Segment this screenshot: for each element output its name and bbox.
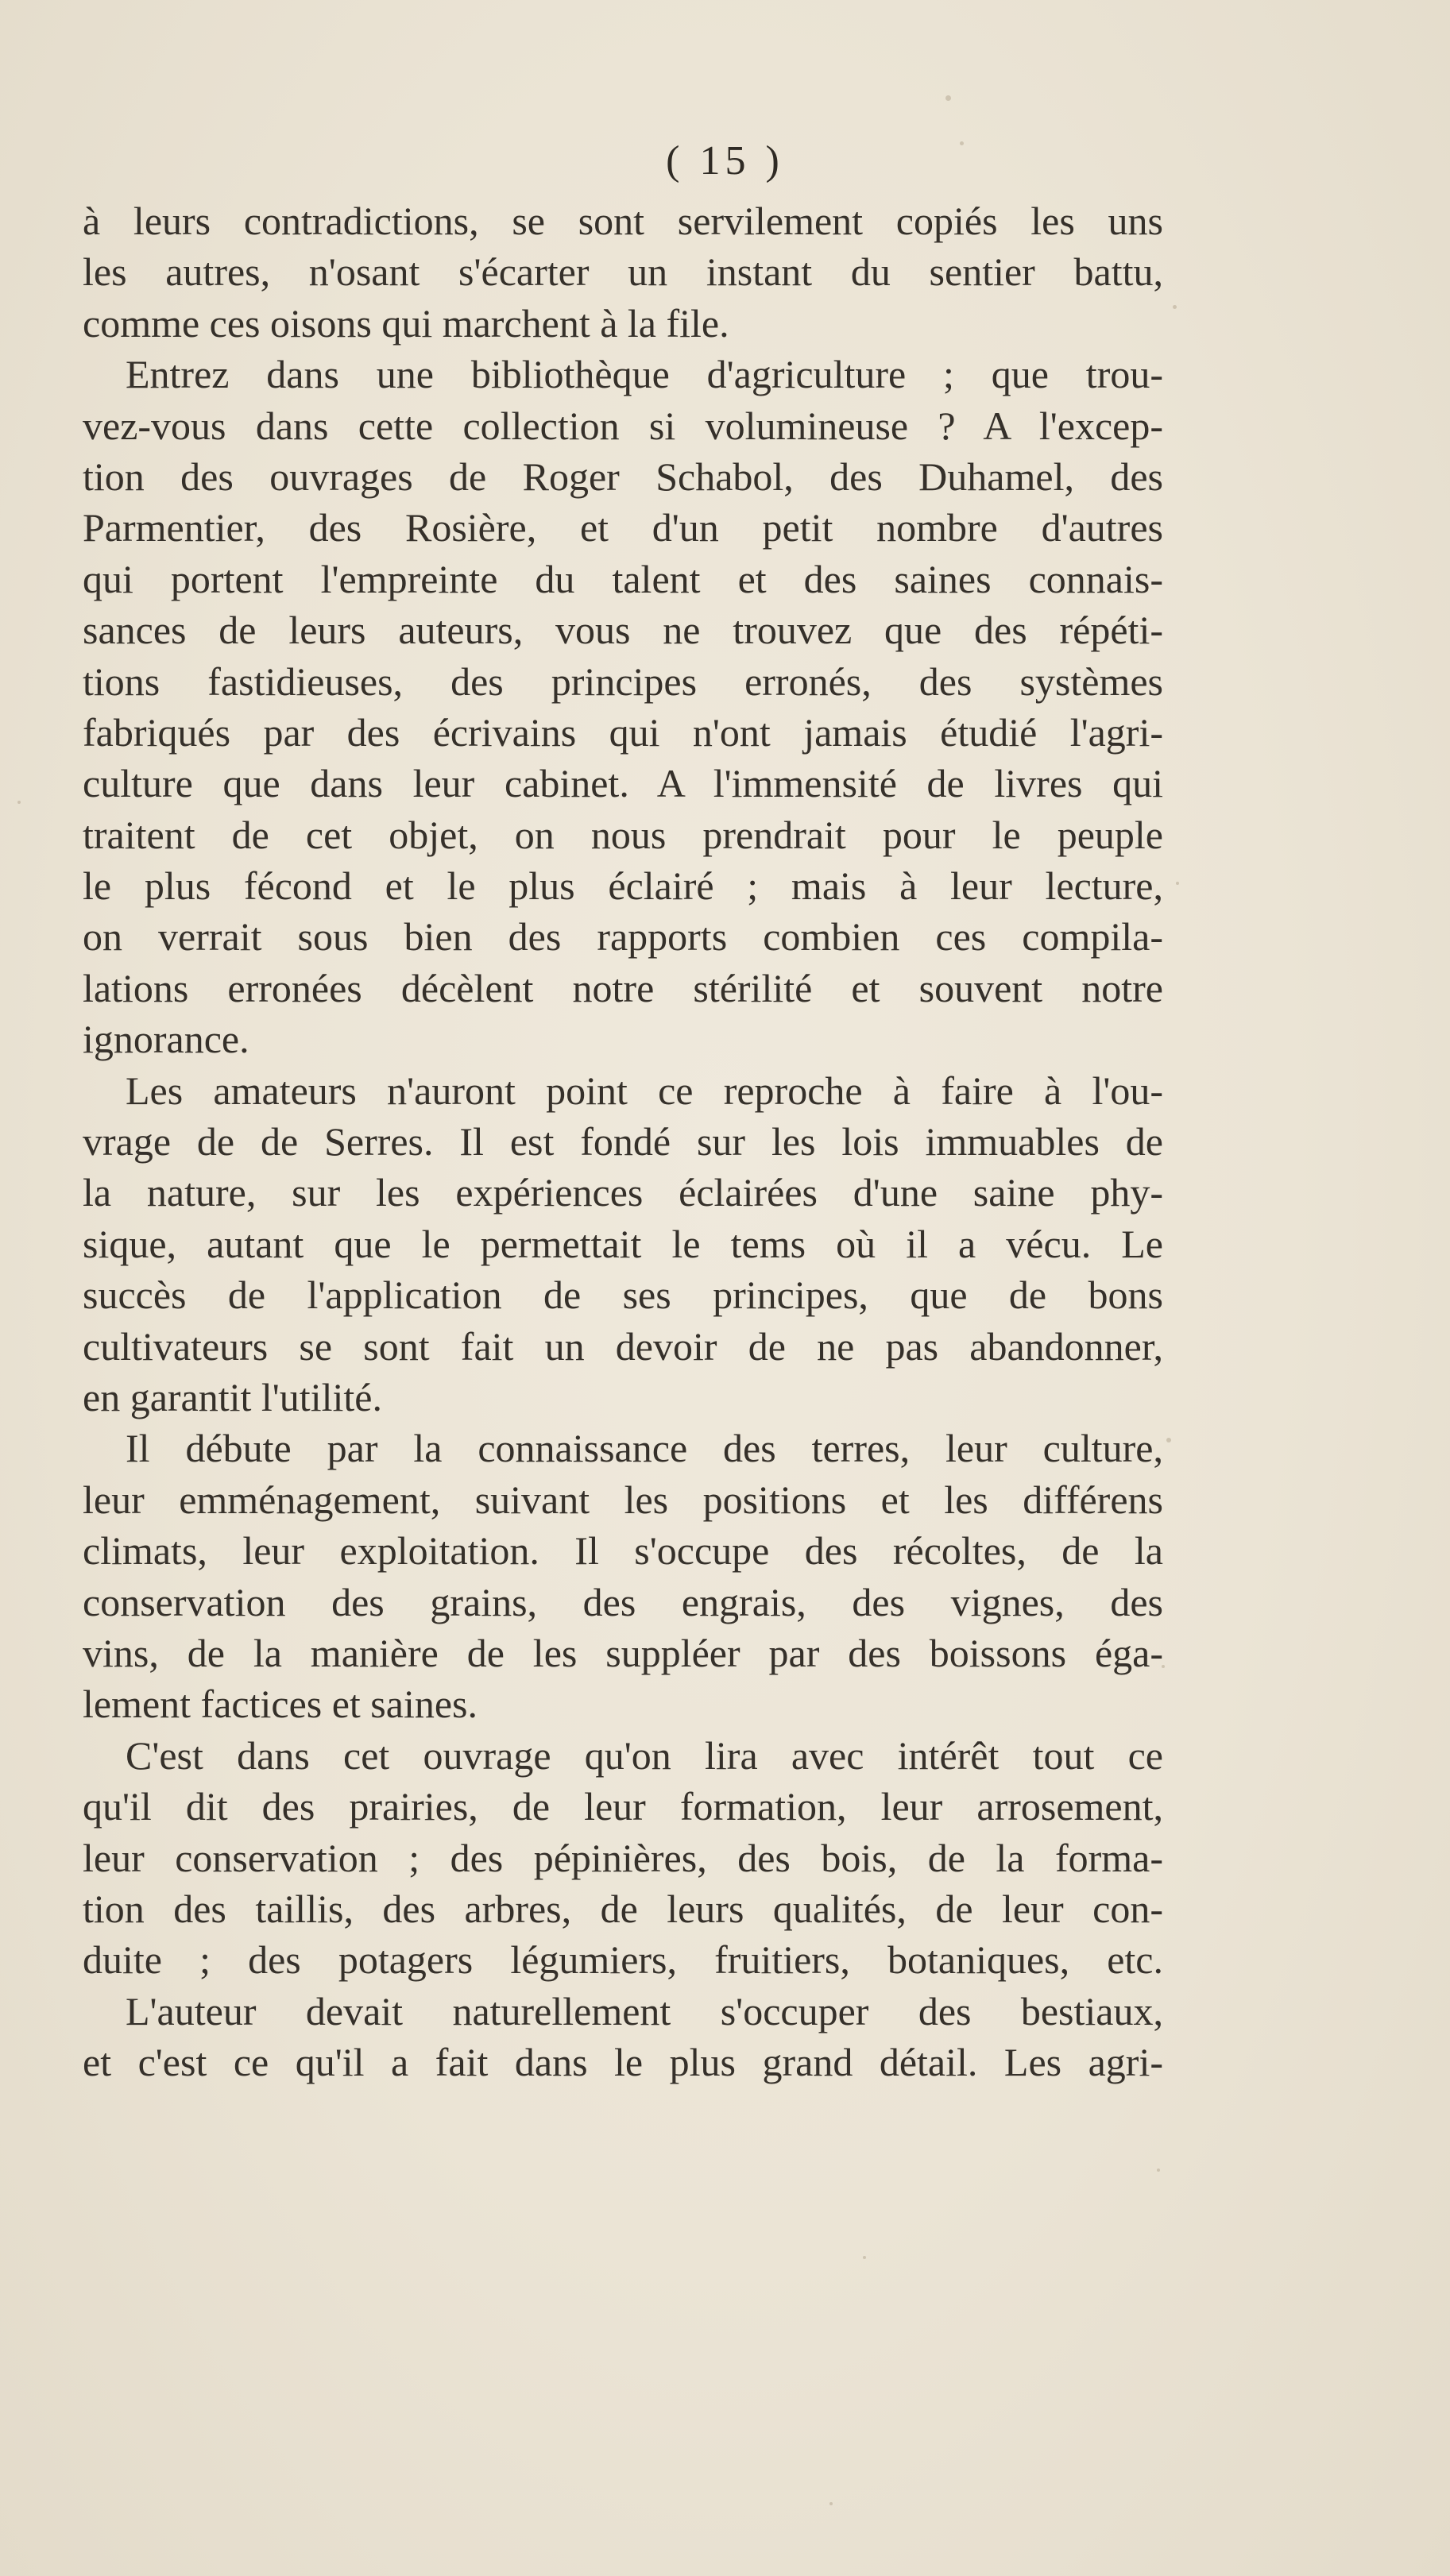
text-line: tion des taillis, des arbres, de leurs qualités, de leur con- bbox=[83, 1886, 1163, 1931]
text-line: succès de l'application de ses principes, que de bons bbox=[83, 1273, 1163, 1318]
text-line: la nature, sur les expériences éclairées d'une saine phy- bbox=[83, 1170, 1163, 1215]
text-line: qu'il dit des prairies, de leur formation, leur arrosement, bbox=[83, 1784, 1163, 1829]
text-line: sique, autant que le permettait le tems où il a vécu. Le bbox=[83, 1221, 1163, 1266]
text-line: lement factices et saines. bbox=[83, 1682, 478, 1727]
text-line: ignorance. bbox=[83, 1017, 249, 1062]
text-line: sances de leurs auteurs, vous ne trouvez que des répéti- bbox=[83, 608, 1163, 653]
text-line: L'auteur devait naturellement s'occuper des bestiaux, bbox=[126, 1988, 1163, 2033]
page-number: ( 15 ) bbox=[666, 138, 784, 183]
text-line: on verrait sous bien des rapports combien ces compila- bbox=[83, 914, 1163, 960]
text-line: vez-vous dans cette collection si volumineuse ? A l'excep- bbox=[83, 403, 1163, 448]
text-line: tions fastidieuses, des principes erronés, des systèmes bbox=[83, 658, 1163, 704]
text-line: lations erronées décèlent notre stérilité et souvent notre bbox=[83, 965, 1163, 1010]
text-line: conservation des grains, des engrais, des vignes, des bbox=[83, 1579, 1163, 1624]
body-text bbox=[83, 195, 1163, 2087]
text-line: leur conservation ; des pépinières, des bois, de la forma- bbox=[83, 1835, 1163, 1880]
text-line: comme ces oisons qui marchent à la file. bbox=[83, 300, 729, 346]
text-line: vins, de la manière de les suppléer par des boissons éga- bbox=[83, 1630, 1163, 1675]
text-line: Il débute par la connaissance des terres, leur culture, bbox=[126, 1426, 1163, 1471]
text-line: le plus fécond et le plus éclairé ; mais à leur lecture, bbox=[83, 863, 1163, 909]
text-line: en garantit l'utilité. bbox=[83, 1374, 382, 1419]
text-line: climats, leur exploitation. Il s'occupe des récoltes, de la bbox=[83, 1528, 1163, 1574]
text-line: traitent de cet objet, on nous prendrait pour le peuple bbox=[83, 812, 1163, 857]
text-line: cultivateurs se sont fait un devoir de ne pas abandonner, bbox=[83, 1323, 1163, 1369]
text-line: duite ; des potagers légumiers, fruitiers, botaniques, etc. bbox=[83, 1937, 1163, 1983]
text-line: fabriqués par des écrivains qui n'ont jamais étudié l'agri- bbox=[83, 709, 1163, 755]
text-line: vrage de de Serres. Il est fondé sur les lois immuables de bbox=[83, 1119, 1163, 1164]
text-line: Entrez dans une bibliothèque d'agriculture ; que trou- bbox=[126, 352, 1163, 397]
text-line: tion des ouvrages de Roger Schabol, des Duhamel, des bbox=[83, 454, 1163, 499]
text-line: Les amateurs n'auront point ce reproche à faire à l'ou- bbox=[126, 1068, 1163, 1113]
text-line: culture que dans leur cabinet. A l'immensité de livres qui bbox=[83, 761, 1163, 806]
text-line: leur emménagement, suivant les positions et les différens bbox=[83, 1477, 1163, 1522]
text-line: et c'est ce qu'il a fait dans le plus grand détail. Les agri- bbox=[83, 2040, 1163, 2085]
text-line: à leurs contradictions, se sont servilement copiés les uns bbox=[83, 199, 1163, 243]
text-line: qui portent l'empreinte du talent et des saines connais- bbox=[83, 556, 1163, 601]
text-line: les autres, n'osant s'écarter un instant du sentier battu, bbox=[83, 249, 1163, 295]
text-line: C'est dans cet ouvrage qu'on lira avec intérêt tout ce bbox=[126, 1732, 1163, 1778]
text-line: Parmentier, des Rosière, et d'un petit nombre d'autres bbox=[83, 505, 1163, 550]
